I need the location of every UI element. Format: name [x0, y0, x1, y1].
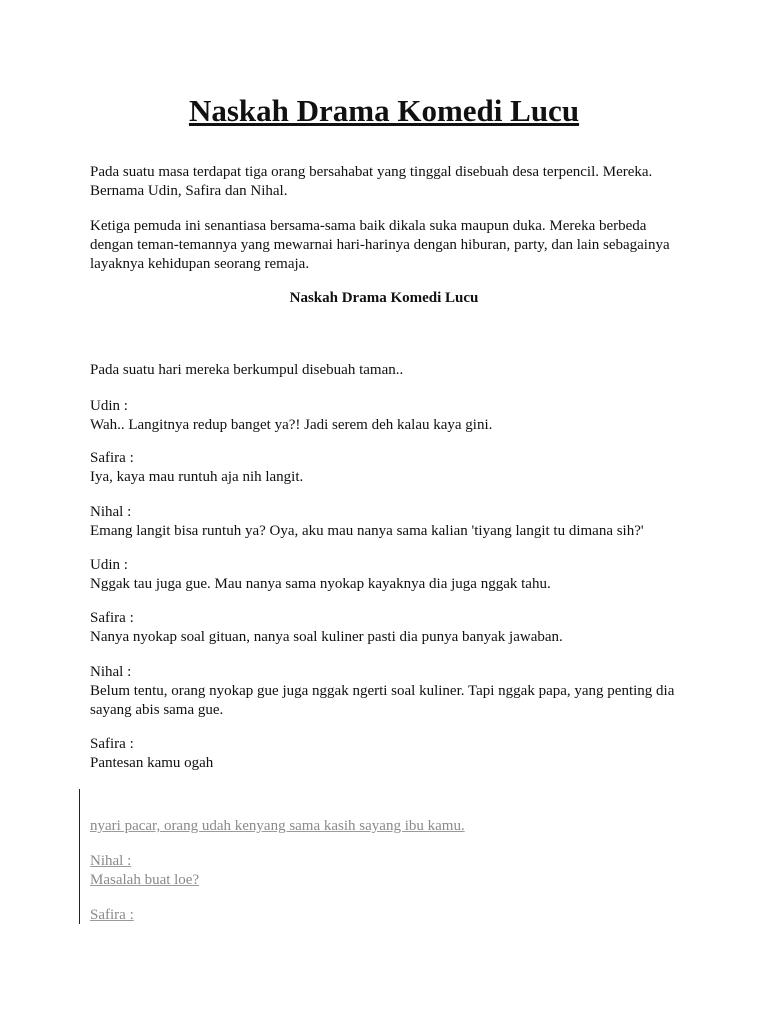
- dialogue-line: Pantesan kamu ogah: [90, 755, 214, 771]
- intro-paragraph-2: Ketiga pemuda ini senantiasa bersama-sama baik dikala suka maupun duka. Mereka berbeda dengan teman-temannya yang mewarnai hari-harinya dengan hiburan, party, dan lain sebagainya layaknya kehidupan seorang remaja.: [90, 218, 670, 272]
- speaker-label: Udin :: [90, 557, 128, 573]
- faded-last-speaker: Safira :: [90, 907, 134, 923]
- faded-dialogue-block-1: [90, 852, 690, 890]
- scene-intro: Pada suatu hari mereka berkumpul disebuah taman..: [90, 362, 404, 378]
- speaker-label: Nihal :: [90, 853, 132, 869]
- dialogue-block-4: [90, 556, 690, 594]
- dialogue-line: Masalah buat loe?: [90, 872, 200, 888]
- intro-paragraph-1: Pada suatu masa terdapat tiga orang bersahabat yang tinggal disebuah desa terpencil. Mereka. Bernama Udin, Safira dan Nihal.: [90, 164, 653, 199]
- speaker-label: Nihal :: [90, 664, 132, 680]
- document-title: Naskah Drama Komedi Lucu: [188, 93, 580, 128]
- dialogue-block-1: [90, 397, 690, 435]
- dialogue-line: Nanya nyokap soal gituan, nanya soal kuliner pasti dia punya banyak jawaban.: [90, 629, 563, 645]
- dialogue-block-3: [90, 503, 690, 541]
- dialogue-line: Emang langit bisa runtuh ya? Oya, aku mau nanya sama kalian 'tiyang langit tu dimana sih?': [90, 523, 644, 539]
- speaker-label: Safira :: [90, 610, 134, 626]
- speaker-label: Safira :: [90, 736, 134, 752]
- dialogue-block-5: [90, 609, 690, 647]
- dialogue-line: Iya, kaya mau runtuh aja nih langit.: [90, 469, 304, 485]
- revision-change-bar: [79, 789, 80, 924]
- dialogue-block-7: [90, 735, 690, 773]
- dialogue-line: Nggak tau juga gue. Mau nanya sama nyokap kayaknya dia juga nggak tahu.: [90, 576, 551, 592]
- speaker-label: Safira :: [90, 450, 134, 466]
- faded-continuation: nyari pacar, orang udah kenyang sama kasih sayang ibu kamu.: [90, 818, 465, 834]
- section-subtitle: Naskah Drama Komedi Lucu: [289, 290, 479, 306]
- speaker-label: Nihal :: [90, 504, 132, 520]
- dialogue-block-6: [90, 663, 690, 720]
- dialogue-block-2: [90, 449, 690, 487]
- dialogue-line: Belum tentu, orang nyokap gue juga nggak ngerti soal kuliner. Tapi nggak papa, yang penting dia sayang abis sama gue.: [90, 683, 675, 718]
- dialogue-line: Wah.. Langitnya redup banget ya?! Jadi serem deh kalau kaya gini.: [90, 417, 493, 433]
- speaker-label: Udin :: [90, 398, 128, 414]
